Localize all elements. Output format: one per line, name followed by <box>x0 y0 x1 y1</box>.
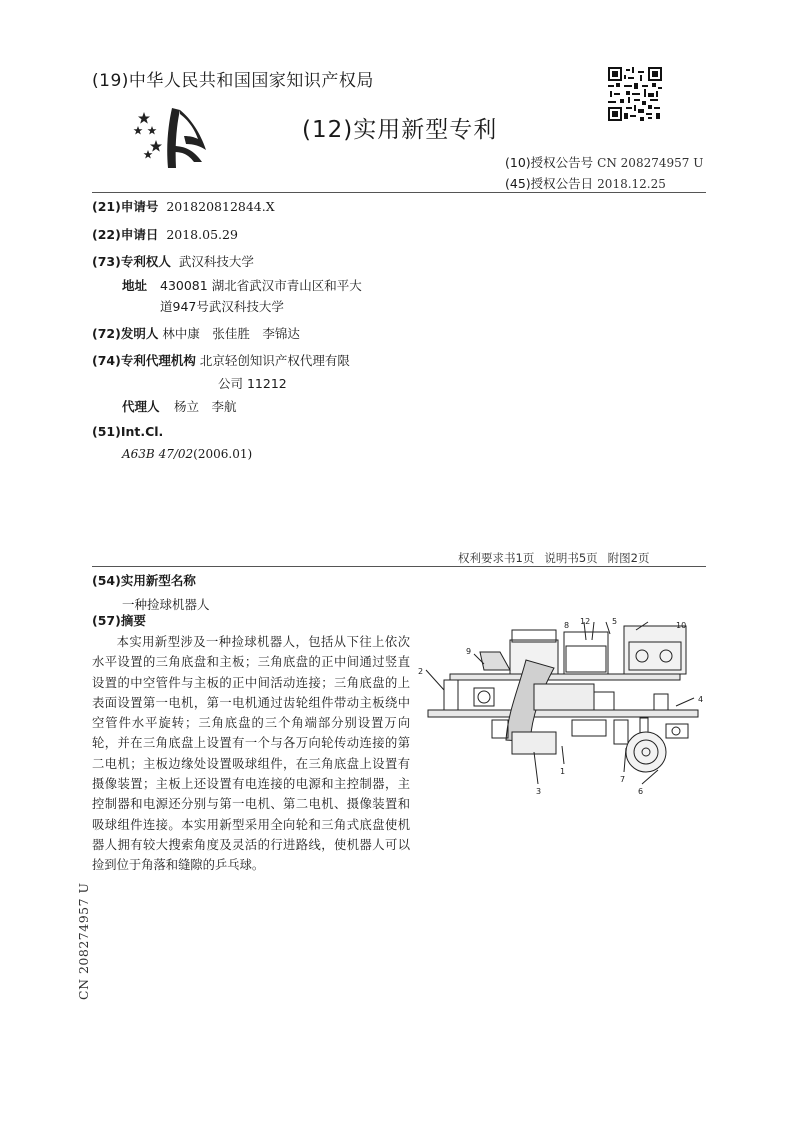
agency-row <box>92 353 350 369</box>
application-number-label: (21)申请号 <box>92 199 159 214</box>
drawing-label: 9 <box>466 647 472 656</box>
intcl-class: A63B 47/02 <box>122 447 194 461</box>
header-divider <box>92 192 706 193</box>
utility-model-title: 一种捡球机器人 <box>122 597 210 612</box>
inventors: 林中康 张佳胜 李锦达 <box>162 326 300 341</box>
application-date: 2018.05.29 <box>166 227 238 242</box>
inventors-label: (72)发明人 <box>92 326 159 341</box>
agency: 北京轻创知识产权代理有限 <box>199 353 350 368</box>
address-label: 地址 <box>122 278 148 293</box>
qr-code-icon <box>608 67 662 121</box>
drawing-label: 7 <box>620 775 626 784</box>
agent-label: 代理人 <box>122 399 160 414</box>
address-line-1: 430081 湖北省武汉市青山区和平大 <box>160 278 362 293</box>
intcl-year: (2006.01) <box>193 447 253 461</box>
patentee-label: (73)专利权人 <box>92 254 171 269</box>
publication-number-row <box>505 153 703 171</box>
intcl-row <box>92 424 163 440</box>
application-date-row <box>92 227 238 243</box>
intcl-classification-row <box>122 446 252 461</box>
inventors-row <box>92 326 300 342</box>
publication-date-row <box>505 174 666 192</box>
abstract-label-row <box>92 613 146 629</box>
drawing-label: 3 <box>536 787 542 796</box>
drawing-label: 6 <box>638 787 644 796</box>
section-divider <box>92 566 706 567</box>
side-publication-number: CN 208274957 U <box>76 882 91 1000</box>
robot-drawing-figure <box>414 612 710 804</box>
drawing-label: 8 <box>564 621 570 630</box>
drawing-label: 2 <box>418 667 424 676</box>
patentee: 武汉科技大学 <box>178 254 254 269</box>
title-label-row <box>92 573 196 589</box>
application-number-row <box>92 199 275 215</box>
document-type: (12)实用新型专利 <box>302 117 498 143</box>
publication-date-label: (45)授权公告日 <box>505 176 594 191</box>
patent-office-logo-icon <box>128 106 210 170</box>
publication-date: 2018.12.25 <box>597 177 666 191</box>
patentee-row <box>92 254 254 270</box>
drawing-label: 10 <box>676 621 687 630</box>
office-name: (19)中华人民共和国国家知识产权局 <box>92 71 374 91</box>
agency-line-2: 公司 11212 <box>218 376 287 391</box>
page-counts <box>458 550 659 566</box>
agency-label: (74)专利代理机构 <box>92 353 196 368</box>
drawing-label: 5 <box>612 617 618 626</box>
application-date-label: (22)申请日 <box>92 227 159 242</box>
description-pages: 说明书5页 <box>544 551 598 565</box>
claims-pages: 权利要求书1页 <box>458 551 535 565</box>
publication-number-label: (10)授权公告号 <box>505 155 594 170</box>
publication-number: CN 208274957 U <box>597 156 704 170</box>
title-label: (54)实用新型名称 <box>92 573 196 588</box>
abstract-text: 本实用新型涉及一种捡球机器人，包括从下往上依次水平设置的三角底盘和主板；三角底盘的正中间通过竖直设置的中空管件与主板的正中间活动连接；三角底盘的上表面设置第一电机，第一电机通过齿轮组件带动主板绕中空管件水平旋转；三角底盘的三个角端部分别设置万向轮，并在三角底盘上设置有一个与各万向轮传动连接的第二电机；主板边缘处设置吸球组件，在三角底盘上设置有摄像装置；主板上还设置有电连接的电源和主控制器，主控制器和电源还分别与第一电机、第二电机、摄像装置和吸球组件连接。本实用新型采用全向轮和三角式底盘使机器人拥有较大搜索角度及灵活的行进路线，使机器人可以捡到位于角落和缝隙的乒乓球。 <box>92 635 410 873</box>
drawing-label: 1 <box>560 767 566 776</box>
application-number: 201820812844.X <box>166 199 275 214</box>
drawing-label: 12 <box>580 617 591 626</box>
drawings-pages: 附图2页 <box>607 551 650 565</box>
drawing-label: 4 <box>698 695 704 704</box>
address-line-2: 道947号武汉科技大学 <box>160 299 284 314</box>
intcl-label: (51)Int.Cl. <box>92 424 164 439</box>
agents: 杨立 李航 <box>174 399 237 414</box>
abstract-label: (57)摘要 <box>92 613 146 628</box>
